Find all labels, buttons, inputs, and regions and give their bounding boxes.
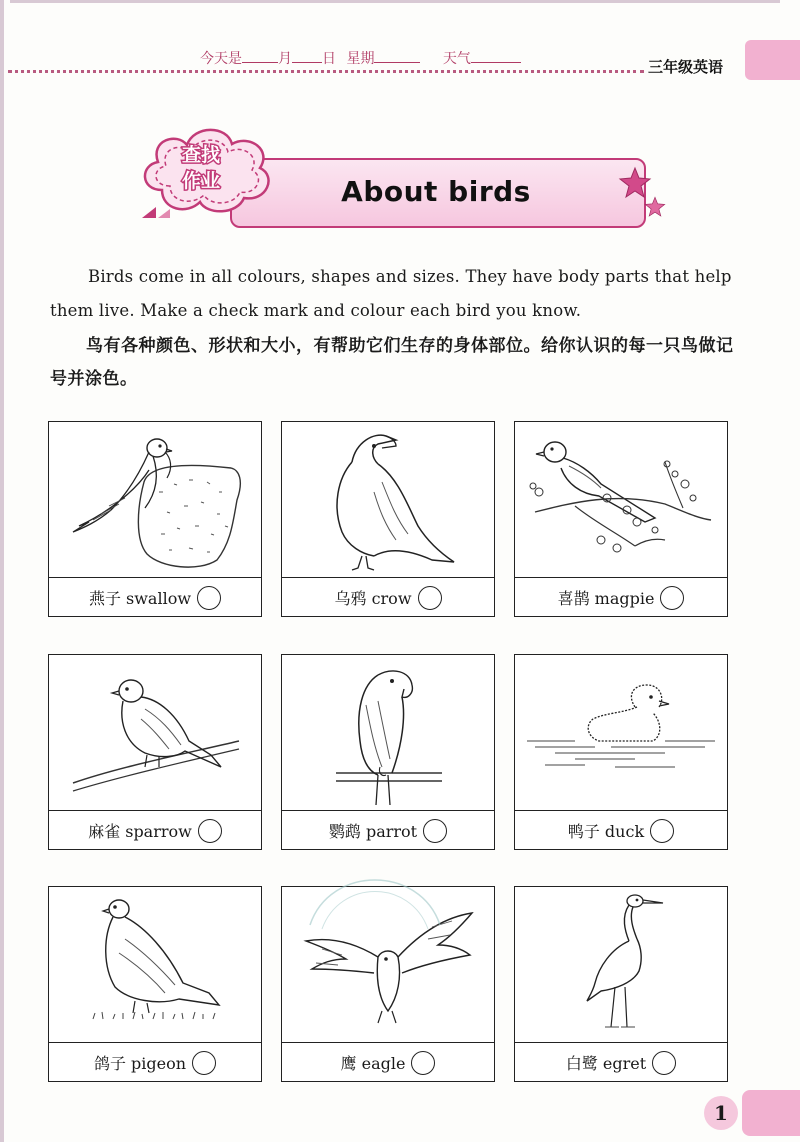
weekday-label: 星期	[346, 51, 375, 67]
bird-card-sparrow	[48, 654, 262, 850]
check-circle-pigeon[interactable]	[192, 1051, 216, 1075]
pigeon-icon	[49, 887, 261, 1042]
instructions-en: Birds come in all colours, shapes and sizes. They have body parts that help them live. Make a check mark and colour each bird you know.	[50, 267, 732, 320]
triangle-decor-icon	[140, 203, 180, 223]
header-dotted-rule	[8, 70, 644, 73]
bird-label-parrot	[282, 810, 494, 850]
magpie-icon	[515, 422, 727, 577]
star-small-icon	[644, 196, 666, 218]
grade-label: 三年级英语	[648, 58, 724, 76]
day-blank[interactable]	[292, 50, 322, 63]
bird-label-egret	[515, 1042, 727, 1082]
month-label: 月	[278, 51, 292, 67]
bird-card-duck	[514, 654, 728, 850]
badge-line-1: 查找	[181, 144, 220, 166]
bird-label-swallow	[49, 577, 261, 617]
bird-name-sparrow: 麻雀 sparrow	[88, 822, 192, 841]
bird-card-parrot	[281, 654, 495, 850]
page-edge	[0, 0, 4, 1142]
sparrow-icon	[49, 655, 261, 810]
crow-icon	[282, 422, 494, 577]
worksheet-title: About birds	[341, 175, 531, 208]
badge-text	[166, 142, 236, 194]
bird-name-crow: 乌鸦 crow	[334, 589, 412, 608]
parrot-icon	[282, 655, 494, 810]
bird-name-swallow: 燕子 swallow	[88, 589, 192, 608]
check-circle-egret[interactable]	[652, 1051, 676, 1075]
bird-label-magpie	[515, 577, 727, 617]
egret-icon	[515, 887, 727, 1042]
bird-name-magpie: 喜鹊 magpie	[557, 589, 655, 608]
bird-card-magpie	[514, 421, 728, 617]
check-circle-duck[interactable]	[650, 819, 674, 843]
bird-label-pigeon	[49, 1042, 261, 1082]
bird-name-pigeon: 鸽子 pigeon	[93, 1054, 187, 1073]
swallow-icon	[49, 422, 261, 577]
weekday-blank[interactable]	[374, 50, 420, 63]
bird-card-pigeon	[48, 886, 262, 1082]
badge-line-2: 作业	[181, 170, 220, 192]
corner-tab	[745, 40, 800, 80]
bird-card-egret	[514, 886, 728, 1082]
check-circle-crow[interactable]	[418, 586, 442, 610]
check-circle-sparrow[interactable]	[198, 819, 222, 843]
check-circle-magpie[interactable]	[660, 586, 684, 610]
page-tab	[742, 1090, 800, 1136]
weather-blank[interactable]	[471, 50, 521, 63]
star-large-icon	[618, 166, 652, 200]
check-circle-eagle[interactable]	[411, 1051, 435, 1075]
bird-label-duck	[515, 810, 727, 850]
instructions-zh: 鸟有各种颜色、形状和大小，有帮助它们生存的身体部位。给你认识的每一只鸟做记号并涂色。	[50, 336, 734, 389]
bird-name-egret: 白鹭 egret	[565, 1054, 647, 1073]
bird-name-parrot: 鹦鹉 parrot	[328, 822, 418, 841]
month-blank[interactable]	[242, 50, 278, 63]
weather-label: 天气	[442, 51, 471, 67]
stamp-watermark-icon	[300, 845, 450, 935]
page-top-rule	[10, 0, 780, 3]
bird-card-crow	[281, 421, 495, 617]
check-circle-swallow[interactable]	[197, 586, 221, 610]
bird-label-sparrow	[49, 810, 261, 850]
check-circle-parrot[interactable]	[423, 819, 447, 843]
bird-label-crow	[282, 577, 494, 617]
day-label: 日	[322, 51, 336, 67]
bird-label-eagle	[282, 1042, 494, 1082]
date-weather-line	[200, 48, 521, 68]
date-prefix: 今天是	[200, 51, 242, 67]
bird-name-eagle: 鹰 eagle	[340, 1054, 406, 1073]
bird-name-duck: 鸭子 duck	[567, 822, 645, 841]
duck-icon	[515, 655, 727, 810]
page-number: 1	[704, 1096, 738, 1130]
bird-card-swallow	[48, 421, 262, 617]
